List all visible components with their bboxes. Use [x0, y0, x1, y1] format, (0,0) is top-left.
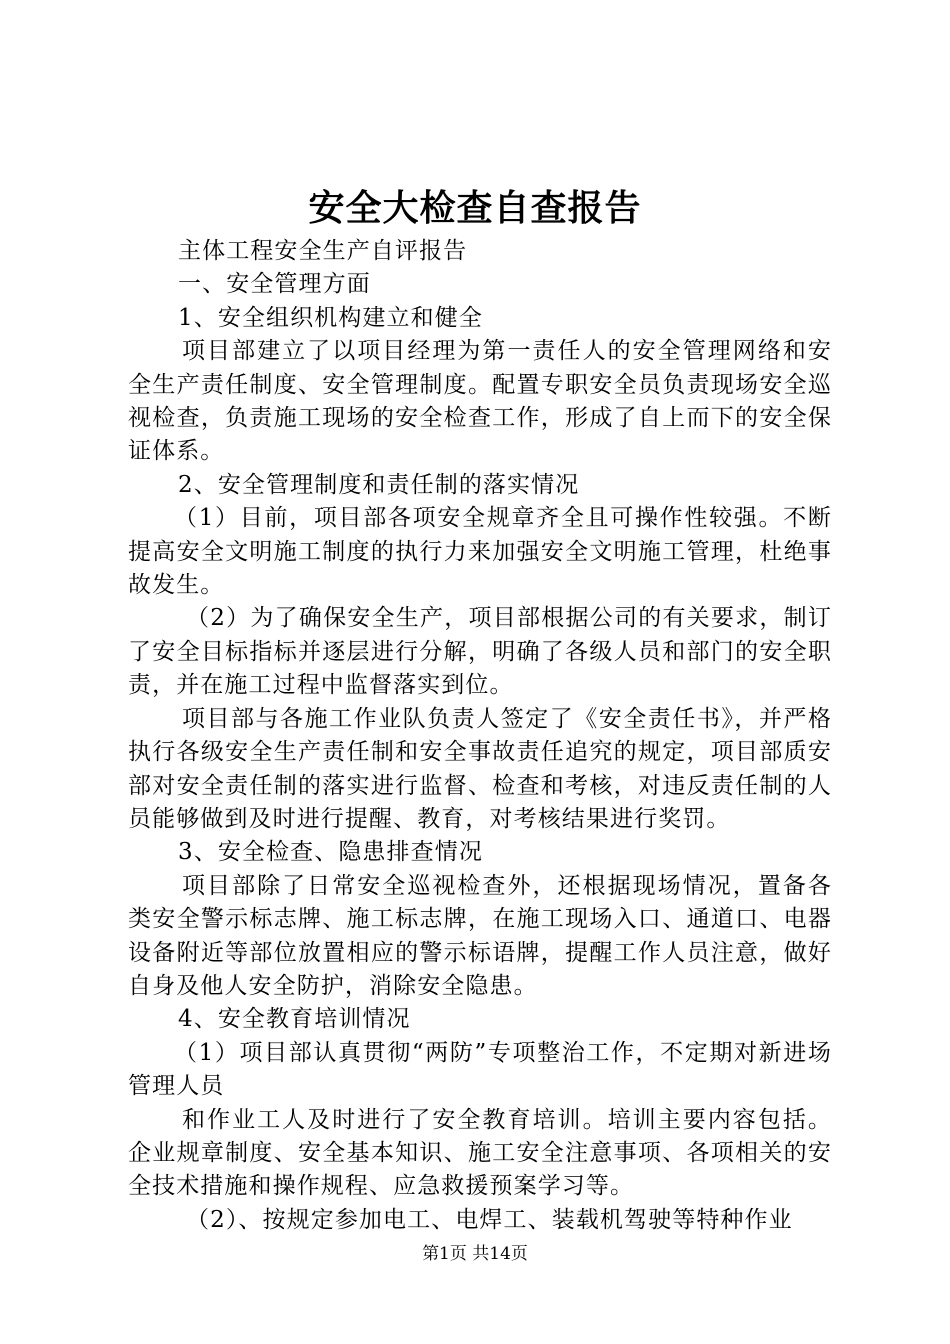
report-subtitle: 主体工程安全生产自评报告: [178, 238, 468, 264]
body-paragraph-4: 项目部与各施工作业队负责人签定了《安全责任书》，并严格执行各级安全生产责任制和安全事故责任追究的规定，项目部质安部对安全责任制的落实进行监督、检查和考核，对违反责任制的人员能够做到及时进行提醒、教育，对考核结果进行奖罚。: [128, 705, 832, 832]
body-paragraph-8: （2）、按规定参加电工、电焊工、装载机驾驶等特种作业: [186, 1206, 793, 1233]
body-paragraph-5: 项目部除了日常安全巡视检查外，还根据现场情况，置备各类安全警示标志牌、施工标志牌，在施工现场入口、通道口、电器设备附近等部位放置相应的警示标语牌，提醒工作人员注意，做好自身及他人安全防护，消除安全隐患。: [128, 872, 832, 999]
document-title: 安全大检查自查报告: [308, 187, 642, 229]
body-paragraph-2: （1）目前，项目部各项安全规章齐全且可操作性较强。不断提高安全文明施工制度的执行力来加强安全文明施工管理，杜绝事故发生。: [128, 505, 832, 599]
page-footer: 第1页 共14页: [422, 1244, 528, 1264]
document-body: [128, 235, 832, 1237]
subsection-heading-3: 3、安全检查、隐患排查情况: [178, 839, 483, 866]
body-paragraph-1: 项目部建立了以项目经理为第一责任人的安全管理网络和安全生产责任制度、安全管理制度。配置专职安全员负责现场安全巡视检查，负责施工现场的安全检查工作，形成了自上而下的安全保证体系。: [128, 338, 832, 465]
body-paragraph-7: 和作业工人及时进行了安全教育培训。培训主要内容包括。企业规章制度、安全基本知识、施工安全注意事项、各项相关的安全技术措施和操作规程、应急救援预案学习等。: [128, 1106, 832, 1200]
body-paragraph-6: （1）项目部认真贯彻“两防”专项整治工作，不定期对新进场管理人员: [128, 1039, 832, 1100]
body-paragraph-3: （2）为了确保安全生产，项目部根据公司的有关要求，制订了安全目标指标并逐层进行分解，明确了各级人员和部门的安全职责，并在施工过程中监督落实到位。: [128, 605, 832, 699]
section-heading-1: 一、安全管理方面: [178, 271, 371, 298]
subsection-heading-2: 2、安全管理制度和责任制的落实情况: [178, 471, 580, 498]
subsection-heading-1: 1、安全组织机构建立和健全: [178, 304, 483, 331]
subsection-heading-4: 4、安全教育培训情况: [178, 1006, 411, 1033]
